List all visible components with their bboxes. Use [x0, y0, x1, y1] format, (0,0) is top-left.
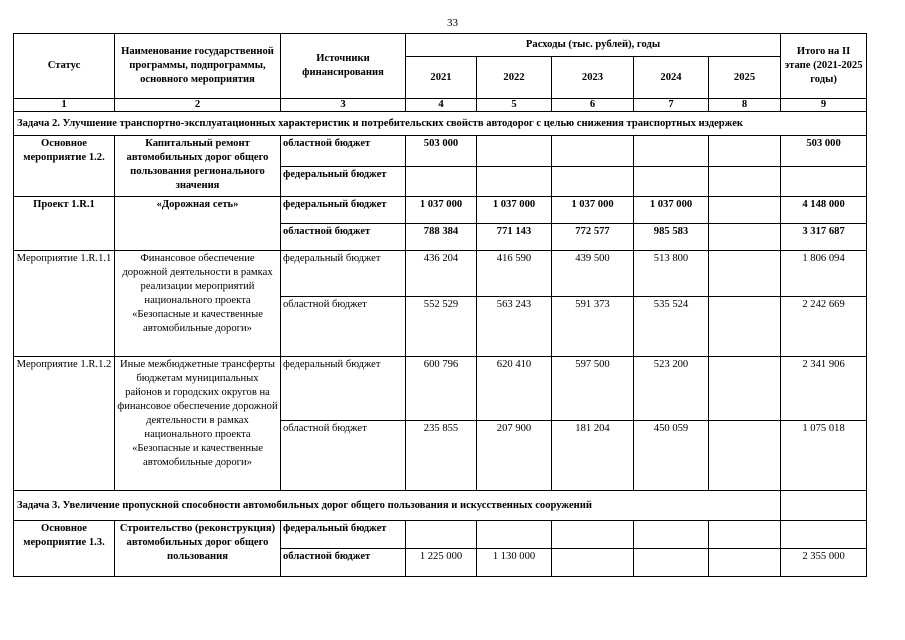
cell-2021: 436 204	[406, 251, 477, 297]
row-name: Иные межбюджетные трансферты бюджетам муниципальных районов и городских округов на финансовое обеспечение дорожной деятельности в рамках национального проекта «Безопасные и качественные автомобильные дороги»	[115, 357, 281, 491]
cell-2024: 513 800	[634, 251, 709, 297]
cell-2025	[709, 521, 781, 549]
cell-2022	[477, 167, 552, 197]
row-source: областной бюджет	[281, 421, 406, 491]
cell-2021: 552 529	[406, 297, 477, 357]
cell-2024	[634, 167, 709, 197]
cell-2021: 235 855	[406, 421, 477, 491]
row-status: Основное мероприятие 1.2.	[14, 136, 115, 197]
cell-2023: 591 373	[552, 297, 634, 357]
cell-2024: 523 200	[634, 357, 709, 421]
row-status: Основное мероприятие 1.3.	[14, 521, 115, 577]
row-source: областной бюджет	[281, 136, 406, 167]
cell-2023: 772 577	[552, 224, 634, 251]
header-year: 2024	[634, 57, 709, 99]
row-name: Строительство (реконструкция) автомобильных дорог общего пользования	[115, 521, 281, 577]
cell-2024	[634, 136, 709, 167]
cell-total: 2 341 906	[781, 357, 867, 421]
cell-2021: 1 037 000	[406, 197, 477, 224]
column-number: 4	[406, 99, 477, 112]
row-source: федеральный бюджет	[281, 521, 406, 549]
header-year: 2025	[709, 57, 781, 99]
cell-2024: 985 583	[634, 224, 709, 251]
task3-heading: Задача 3. Увеличение пропускной способности автомобильных дорог общего пользования и искусственных сооружений	[14, 491, 781, 521]
cell-2025	[709, 224, 781, 251]
cell-2022: 563 243	[477, 297, 552, 357]
row-status: Мероприятие 1.R.1.1	[14, 251, 115, 357]
row-source: областной бюджет	[281, 297, 406, 357]
cell-2023: 597 500	[552, 357, 634, 421]
row-source: федеральный бюджет	[281, 167, 406, 197]
task2-heading: Задача 2. Улучшение транспортно-эксплуатационных характеристик и потребительских свойств автодорог с целью снижения транспортных издержек	[14, 112, 867, 136]
table-row	[14, 521, 867, 549]
cell-2025	[709, 549, 781, 577]
cell-2023: 181 204	[552, 421, 634, 491]
cell-2025	[709, 251, 781, 297]
cell-2022: 620 410	[477, 357, 552, 421]
column-number: 9	[781, 99, 867, 112]
cell-2024: 1 037 000	[634, 197, 709, 224]
cell-2023	[552, 521, 634, 549]
cell-2021: 503 000	[406, 136, 477, 167]
row-source: федеральный бюджет	[281, 251, 406, 297]
cell-total: 4 148 000	[781, 197, 867, 224]
cell-2024	[634, 549, 709, 577]
column-number: 7	[634, 99, 709, 112]
cell-2023	[552, 167, 634, 197]
cell-2022: 416 590	[477, 251, 552, 297]
header-row	[14, 34, 867, 57]
cell-2025	[709, 357, 781, 421]
cell-total: 3 317 687	[781, 224, 867, 251]
row-name: Капитальный ремонт автомобильных дорог общего пользования регионального значения	[115, 136, 281, 197]
cell-2024	[634, 521, 709, 549]
table-row	[14, 251, 867, 297]
row-name: «Дорожная сеть»	[115, 197, 281, 251]
cell-2021	[406, 167, 477, 197]
row-status: Мероприятие 1.R.1.2	[14, 357, 115, 491]
cell-total: 2 355 000	[781, 549, 867, 577]
row-source: федеральный бюджет	[281, 357, 406, 421]
header-year: 2022	[477, 57, 552, 99]
task2-row	[14, 112, 867, 136]
cell-2022: 1 037 000	[477, 197, 552, 224]
cell-2025	[709, 421, 781, 491]
cell-2025	[709, 136, 781, 167]
cell-2021	[406, 521, 477, 549]
cell-2024: 535 524	[634, 297, 709, 357]
cell-total	[781, 521, 867, 549]
header-expenses: Расходы (тыс. рублей), годы	[406, 34, 781, 57]
column-number: 2	[115, 99, 281, 112]
cell-2023: 1 037 000	[552, 197, 634, 224]
table-row	[14, 197, 867, 224]
column-number: 8	[709, 99, 781, 112]
row-source: областной бюджет	[281, 224, 406, 251]
header-year: 2023	[552, 57, 634, 99]
column-number: 1	[14, 99, 115, 112]
cell-2025	[709, 297, 781, 357]
task3-empty-cell	[781, 491, 867, 521]
cell-2021: 1 225 000	[406, 549, 477, 577]
cell-total: 1 075 018	[781, 421, 867, 491]
cell-total	[781, 167, 867, 197]
cell-total: 503 000	[781, 136, 867, 167]
table-row	[14, 136, 867, 167]
header-total: Итого на II этапе (2021-2025 годы)	[781, 34, 867, 99]
cell-2023	[552, 549, 634, 577]
row-source: федеральный бюджет	[281, 197, 406, 224]
cell-2022: 207 900	[477, 421, 552, 491]
header-name: Наименование государственной программы, подпрограммы, основного мероприятия	[115, 34, 281, 99]
cell-2023	[552, 136, 634, 167]
cell-2024: 450 059	[634, 421, 709, 491]
column-number: 6	[552, 99, 634, 112]
task3-row	[14, 491, 867, 521]
budget-table	[13, 33, 867, 577]
header-status: Статус	[14, 34, 115, 99]
column-number: 3	[281, 99, 406, 112]
table-row	[14, 357, 867, 421]
cell-total: 2 242 669	[781, 297, 867, 357]
row-name: Финансовое обеспечение дорожной деятельности в рамках реализации мероприятий национального проекта «Безопасные и качественные автомобильные дороги»	[115, 251, 281, 357]
column-number: 5	[477, 99, 552, 112]
cell-2025	[709, 167, 781, 197]
cell-2021: 788 384	[406, 224, 477, 251]
cell-2022	[477, 521, 552, 549]
cell-2023: 439 500	[552, 251, 634, 297]
cell-2025	[709, 197, 781, 224]
row-source: областной бюджет	[281, 549, 406, 577]
cell-2022: 1 130 000	[477, 549, 552, 577]
header-year: 2021	[406, 57, 477, 99]
cell-2022	[477, 136, 552, 167]
row-status: Проект 1.R.1	[14, 197, 115, 251]
cell-2021: 600 796	[406, 357, 477, 421]
header-sources: Источники финансирования	[281, 34, 406, 99]
cell-total: 1 806 094	[781, 251, 867, 297]
column-numbers-row	[14, 99, 867, 112]
page-number: 33	[447, 17, 458, 29]
cell-2022: 771 143	[477, 224, 552, 251]
